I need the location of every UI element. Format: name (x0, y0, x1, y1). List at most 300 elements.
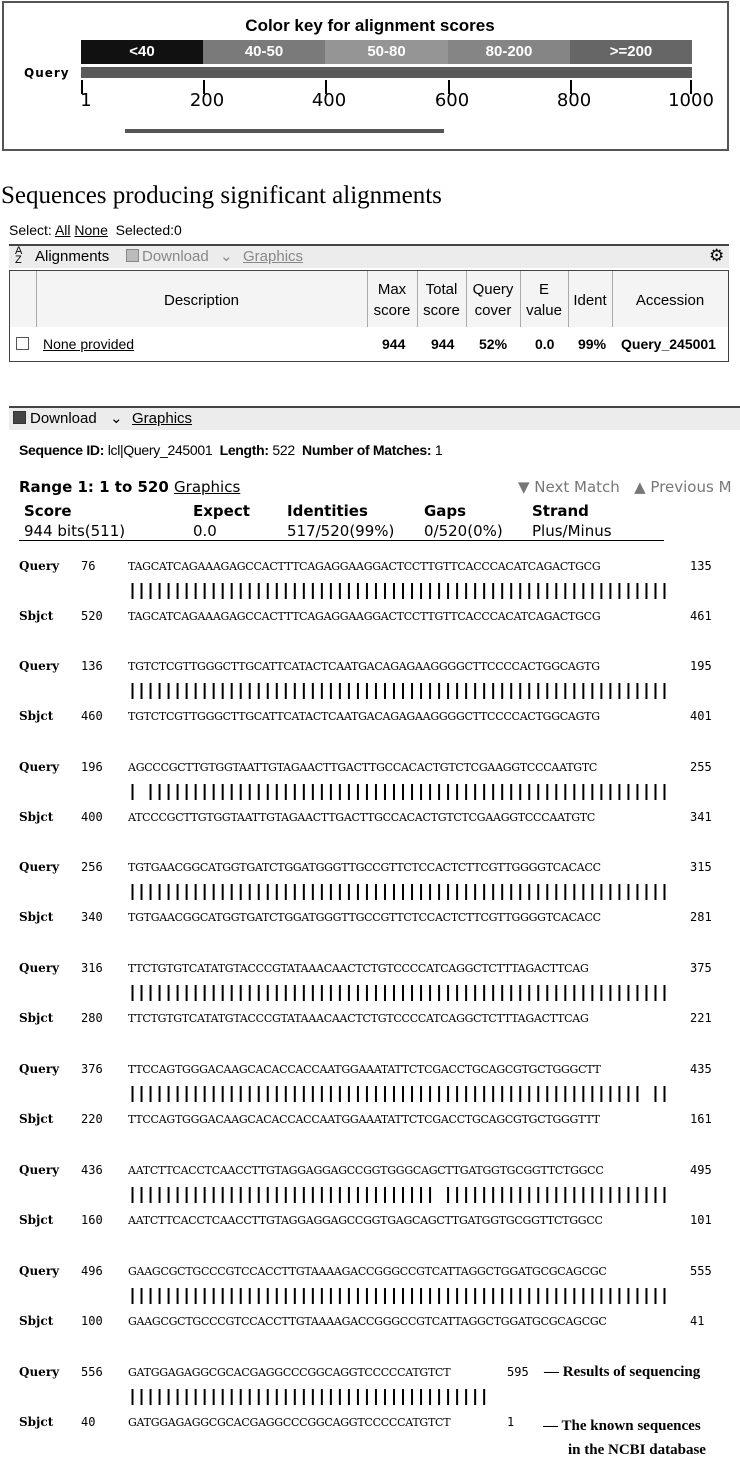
match-bar (168, 884, 170, 900)
match-bar (258, 683, 260, 699)
row-checkbox[interactable] (16, 337, 29, 350)
match-bar (393, 1288, 395, 1304)
download-icon (13, 411, 26, 424)
match-bar (627, 784, 629, 800)
match-bar (537, 1086, 539, 1102)
match-bar (222, 784, 224, 800)
match-bar (177, 985, 179, 1001)
match-bar (249, 683, 251, 699)
match-bar (204, 1288, 206, 1304)
match-bar (240, 1086, 242, 1102)
match-bar (366, 784, 368, 800)
match-bar (375, 884, 377, 900)
match-bar (573, 985, 575, 1001)
row-total-score: 944 (431, 336, 455, 352)
key-segment-lt40: <40 (81, 40, 203, 64)
match-bar (429, 884, 431, 900)
key-segment-gte200: >=200 (570, 40, 692, 64)
match-bar (537, 1288, 539, 1304)
sequence-id: lcl|Query_245001 (107, 442, 213, 458)
match-bar (276, 683, 278, 699)
match-bar (546, 784, 548, 800)
match-bar (609, 884, 611, 900)
match-bar (195, 583, 197, 599)
match-bar (168, 683, 170, 699)
match-bar (276, 1288, 278, 1304)
previous-match-link[interactable]: ▲ Previous M (634, 478, 732, 496)
col-ident[interactable]: Ident (573, 292, 607, 309)
match-line (128, 782, 669, 802)
match-bar (546, 583, 548, 599)
match-bar (483, 784, 485, 800)
match-bar (357, 1288, 359, 1304)
match-bar (384, 884, 386, 900)
stat-header-identities: Identities (287, 502, 368, 520)
sbjct-row-label: Sbjct (19, 1314, 54, 1328)
match-bar (429, 1288, 431, 1304)
match-bar (555, 884, 557, 900)
match-bar (420, 583, 422, 599)
query-sequence: GATGGAGAGGCGCACGAGGCCCGGCAGGTCCCCCATGTCT (128, 1366, 451, 1379)
query-row-label: Query (19, 1264, 60, 1278)
match-bar (375, 583, 377, 599)
match-bar (267, 1288, 269, 1304)
match-bar (222, 1086, 224, 1102)
match-bar (150, 1389, 152, 1405)
match-bar (132, 683, 134, 699)
sbjct-row-label: Sbjct (19, 810, 54, 824)
row-max-score: 944 (382, 336, 406, 352)
match-bar (447, 985, 449, 1001)
match-bar (582, 784, 584, 800)
match-bar (357, 1187, 359, 1203)
match-bar (294, 884, 296, 900)
match-bar (366, 1389, 368, 1405)
match-bar (231, 985, 233, 1001)
match-bar (663, 1086, 665, 1102)
known-annotation-line1: — The known sequences (543, 1418, 701, 1434)
match-bar (312, 784, 314, 800)
sbjct-start: 520 (81, 609, 103, 623)
select-all-link[interactable]: All (54, 222, 71, 238)
sbjct-row-label: Sbjct (19, 910, 54, 924)
match-bar (501, 1288, 503, 1304)
match-bar (393, 784, 395, 800)
match-bar (537, 683, 539, 699)
match-bar (546, 683, 548, 699)
query-start: 316 (81, 961, 103, 975)
match-bar (330, 1086, 332, 1102)
match-bar (330, 683, 332, 699)
match-bar (249, 884, 251, 900)
sbjct-start: 220 (81, 1112, 103, 1126)
match-bar (636, 583, 638, 599)
match-bar (303, 1288, 305, 1304)
selected-count: Selected:0 (115, 222, 182, 238)
match-bar (582, 985, 584, 1001)
chevron-down-icon[interactable]: ⌄ (220, 248, 233, 265)
match-bar (447, 1389, 449, 1405)
sbjct-end: 101 (690, 1213, 712, 1227)
match-bar (249, 583, 251, 599)
match-bar (483, 1288, 485, 1304)
match-bar (465, 1086, 467, 1102)
match-bar (195, 1288, 197, 1304)
match-bar (258, 884, 260, 900)
match-bar (141, 683, 143, 699)
match-bar (204, 683, 206, 699)
match-bar (204, 583, 206, 599)
match-bar (609, 583, 611, 599)
match-bar (357, 583, 359, 599)
download-menu[interactable]: Download (30, 410, 97, 427)
match-bar (177, 1187, 179, 1203)
stat-score: 944 bits(511) (24, 522, 126, 540)
match-bar (384, 1389, 386, 1405)
match-bar (591, 683, 593, 699)
match-bar (420, 1187, 422, 1203)
stat-header-strand: Strand (532, 502, 589, 520)
match-bar (411, 583, 413, 599)
sbjct-start: 280 (81, 1011, 103, 1025)
match-bar (654, 784, 656, 800)
match-bar (510, 1288, 512, 1304)
match-bar (159, 683, 161, 699)
query-start: 496 (81, 1264, 103, 1278)
match-bar (573, 884, 575, 900)
match-bar (618, 1086, 620, 1102)
select-controls (9, 222, 182, 238)
download-icon (126, 249, 139, 262)
length-value: 522 (272, 442, 295, 458)
row-description-link[interactable]: None provided (43, 336, 135, 352)
match-bar (384, 784, 386, 800)
matches-value: 1 (434, 442, 443, 458)
match-bar (492, 1187, 494, 1203)
query-start: 556 (81, 1365, 103, 1379)
match-bar (645, 985, 647, 1001)
match-bar (312, 1086, 314, 1102)
match-bar (231, 1288, 233, 1304)
match-bar (222, 683, 224, 699)
match-bar (636, 1288, 638, 1304)
key-segment-80-200: 80-200 (448, 40, 570, 64)
row-accession-link[interactable]: Query_245001 (621, 336, 716, 352)
match-bar (393, 1086, 395, 1102)
match-bar (240, 683, 242, 699)
next-match-link[interactable]: ▼ Next Match (518, 478, 620, 496)
row-e-value: 0.0 (535, 336, 555, 352)
match-bar (411, 1389, 413, 1405)
sbjct-end: 341 (690, 810, 712, 824)
sbjct-sequence: GATGGAGAGGCGCACGAGGCCCGGCAGGTCCCCCATGTCT (128, 1416, 451, 1429)
match-bar (159, 1288, 161, 1304)
match-bar (528, 1086, 530, 1102)
match-bar (573, 784, 575, 800)
match-line (128, 581, 669, 601)
match-bar (141, 884, 143, 900)
stat-header-score: Score (24, 502, 72, 520)
key-segment-40-50: 40-50 (203, 40, 325, 64)
match-bar (141, 1389, 143, 1405)
query-end: 495 (690, 1163, 712, 1177)
sbjct-sequence: TTCCAGTGGGACAAGCACACCACCAATGGAAATATTCTCGACCTGCAGCGTGCTGGGTTT (128, 1113, 600, 1126)
match-bar (402, 683, 404, 699)
query-end: 255 (690, 760, 712, 774)
match-bar (645, 884, 647, 900)
match-bar (276, 985, 278, 1001)
match-bar (564, 1288, 566, 1304)
match-bar (195, 1187, 197, 1203)
match-bar (654, 1187, 656, 1203)
match-bar (528, 784, 530, 800)
match-bar (312, 884, 314, 900)
col-e-value[interactable] (520, 279, 568, 321)
match-bar (438, 784, 440, 800)
match-bar (240, 784, 242, 800)
match-bar (609, 1086, 611, 1102)
match-line (128, 882, 669, 902)
match-bar (249, 985, 251, 1001)
range-graphics-link[interactable]: Graphics (174, 478, 241, 496)
match-bar (213, 1389, 215, 1405)
match-bar (528, 985, 530, 1001)
select-none-link[interactable]: None (74, 222, 108, 238)
match-bar (213, 583, 215, 599)
gear-icon[interactable]: ⚙ (709, 246, 725, 265)
match-bar (177, 583, 179, 599)
match-bar (195, 1389, 197, 1405)
match-bar (384, 985, 386, 1001)
match-bar (537, 884, 539, 900)
match-bar (159, 784, 161, 800)
match-bar (132, 1086, 134, 1102)
match-bar (519, 784, 521, 800)
match-bar (519, 884, 521, 900)
match-bar (618, 683, 620, 699)
match-bar (294, 683, 296, 699)
match-bar (654, 985, 656, 1001)
match-bar (240, 583, 242, 599)
match-bar (213, 985, 215, 1001)
query-start: 136 (81, 659, 103, 673)
match-bar (546, 985, 548, 1001)
sbjct-end: 1 (507, 1415, 515, 1429)
query-row-label: Query (19, 559, 60, 573)
match-bar (321, 985, 323, 1001)
match-bar (654, 1288, 656, 1304)
match-bar (159, 884, 161, 900)
match-bar (483, 884, 485, 900)
col-total-score[interactable] (417, 279, 466, 321)
match-bar (312, 683, 314, 699)
match-bar (510, 784, 512, 800)
match-bar (294, 1086, 296, 1102)
chevron-down-icon[interactable]: ⌄ (110, 410, 123, 427)
match-bar (231, 683, 233, 699)
match-bar (591, 784, 593, 800)
match-bar (654, 884, 656, 900)
stat-header-expect: Expect (193, 502, 250, 520)
match-bar (132, 884, 134, 900)
match-bar (492, 683, 494, 699)
match-bar (627, 1086, 629, 1102)
match-bar (510, 683, 512, 699)
graphics-link[interactable]: Graphics (132, 410, 193, 427)
match-bar (492, 884, 494, 900)
col-total-score-line2: score (423, 302, 460, 319)
query-row-label: Query (19, 1062, 60, 1076)
key-segment-50-80: 50-80 (325, 40, 448, 64)
axis-tick-label: 600 (434, 90, 470, 111)
match-bar (573, 1187, 575, 1203)
row-query-cover: 52% (479, 336, 508, 352)
match-bar (564, 985, 566, 1001)
match-bar (519, 583, 521, 599)
match-bar (150, 784, 152, 800)
match-bar (159, 985, 161, 1001)
match-bar (555, 1187, 557, 1203)
match-bar (465, 683, 467, 699)
match-bar (375, 1389, 377, 1405)
match-bar (141, 1187, 143, 1203)
match-bar (402, 884, 404, 900)
match-bar (267, 1086, 269, 1102)
match-bar (654, 683, 656, 699)
query-start: 76 (81, 559, 96, 573)
match-bar (204, 1086, 206, 1102)
match-bar (663, 583, 665, 599)
match-bar (537, 583, 539, 599)
match-bar (411, 784, 413, 800)
col-accession[interactable]: Accession (635, 292, 705, 309)
range-label: Range 1: 1 to 520 (19, 478, 169, 496)
match-bar (474, 1389, 476, 1405)
match-bar (222, 583, 224, 599)
graphics-link[interactable]: Graphics (243, 248, 304, 265)
match-bar (429, 1086, 431, 1102)
match-bar (609, 1288, 611, 1304)
match-bar (663, 985, 665, 1001)
match-bar (276, 1086, 278, 1102)
stat-identities: 517/520(99%) (287, 522, 395, 540)
match-bar (609, 784, 611, 800)
match-bar (582, 884, 584, 900)
match-bar (303, 683, 305, 699)
match-bar (348, 884, 350, 900)
match-bar (546, 1288, 548, 1304)
match-bar (249, 784, 251, 800)
match-bar (591, 884, 593, 900)
alignment-hit-bar[interactable] (125, 129, 444, 133)
sbjct-sequence: GAAGCGCTGCCCGTCCACCTTGTAAAAGACCGGGCCGTCATTAGGCTGGATGCGCAGCGC (128, 1315, 607, 1328)
match-bar (321, 683, 323, 699)
col-e-value-line2: value (526, 302, 562, 319)
match-bar (159, 1389, 161, 1405)
col-description[interactable]: Description (163, 292, 240, 309)
match-bar (375, 784, 377, 800)
match-bar (663, 1288, 665, 1304)
match-bar (339, 1288, 341, 1304)
match-bar (591, 1288, 593, 1304)
match-bar (447, 1187, 449, 1203)
match-bar (204, 1187, 206, 1203)
match-bar (132, 784, 134, 800)
match-bar (330, 583, 332, 599)
sbjct-sequence: TGTCTCGTTGGGCTTGCATTCATACTCAATGACAGAGAAGGGGCTTCCCCACTGGCAGTG (128, 710, 600, 723)
sbjct-end: 221 (690, 1011, 712, 1025)
match-bar (294, 583, 296, 599)
stats-divider (19, 540, 664, 541)
match-bar (222, 985, 224, 1001)
match-bar (249, 1288, 251, 1304)
match-bar (186, 884, 188, 900)
query-row-label: Query (19, 659, 60, 673)
match-bar (573, 683, 575, 699)
match-bar (474, 884, 476, 900)
match-bar (267, 1187, 269, 1203)
match-bar (312, 1288, 314, 1304)
col-query-cover[interactable] (466, 279, 520, 321)
match-bar (168, 1187, 170, 1203)
match-bar (213, 784, 215, 800)
match-bar (186, 1288, 188, 1304)
query-start: 196 (81, 760, 103, 774)
match-bar (411, 985, 413, 1001)
col-max-score[interactable] (367, 279, 417, 321)
col-query-cover-line2: cover (474, 302, 512, 319)
select-label: Select: (9, 222, 52, 238)
match-bar (150, 1288, 152, 1304)
sbjct-sequence: AATCTTCACCTCAACCTTGTAGGAGGAGCCGGTGAGCAGCTTGATGGTGCGGTTCTGGCC (128, 1214, 603, 1227)
match-bar (465, 884, 467, 900)
match-bar (411, 1086, 413, 1102)
match-bar (411, 1187, 413, 1203)
query-sequence: AATCTTCACCTCAACCTTGTAGGAGGAGCCGGTGGGCAGCTTGATGGTGCGGTTCTGGCC (128, 1164, 604, 1177)
match-bar (492, 583, 494, 599)
match-bar (231, 1389, 233, 1405)
match-bar (348, 1086, 350, 1102)
match-bar (240, 1187, 242, 1203)
sort-icon[interactable]: A Z (15, 245, 23, 266)
match-bar (420, 683, 422, 699)
match-bar (501, 683, 503, 699)
match-bar (204, 985, 206, 1001)
match-bar (150, 985, 152, 1001)
match-bar (357, 683, 359, 699)
match-bar (465, 985, 467, 1001)
match-line (128, 1185, 669, 1205)
match-bar (285, 1187, 287, 1203)
sequence-id-label: Sequence ID: (19, 442, 105, 458)
download-menu[interactable]: Download (142, 248, 209, 265)
match-line (128, 1286, 669, 1306)
match-bar (375, 1288, 377, 1304)
match-bar (510, 985, 512, 1001)
match-bar (528, 884, 530, 900)
sbjct-end: 161 (690, 1112, 712, 1126)
match-bar (195, 784, 197, 800)
match-bar (438, 1389, 440, 1405)
match-bar (276, 784, 278, 800)
match-bar (627, 583, 629, 599)
sbjct-row-label: Sbjct (19, 1213, 54, 1227)
match-bar (456, 884, 458, 900)
match-navigation (518, 478, 732, 496)
row-ident: 99% (578, 336, 607, 352)
match-bar (636, 985, 638, 1001)
match-bar (555, 683, 557, 699)
